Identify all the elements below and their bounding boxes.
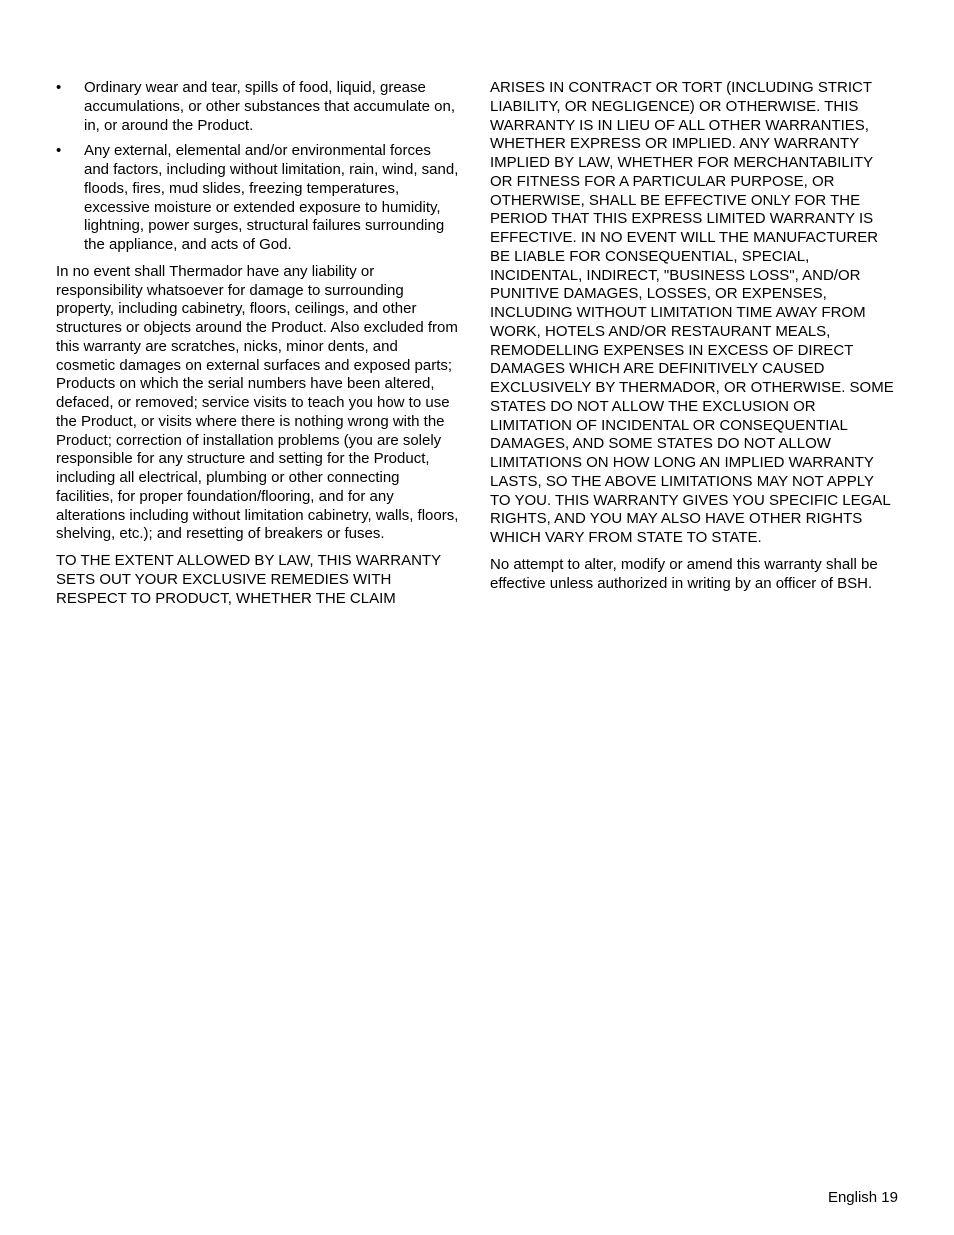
bullet-symbol: • [56,79,62,96]
amendment-paragraph: No attempt to alter, modify or amend this warranty shall be effective unless authorized in writing by an officer of BSH. [490,555,878,592]
liability-paragraph: In no event shall Thermador have any liability or responsibility whatsoever for damage to surrounding property, including cabinetry, floors, ceilings, and other structures or objects around the Product. Also excluded from this warranty are scratches, nicks, minor dents, and cosmetic damages on external surfaces and exposed parts; Products on which the serial numbers have been altered, defaced, or removed; service visits to teach you how to use the Product, or visits where there is nothing wrong with the Product; correction of installation problems (you are solely responsible for any structure and setting for the Product, including all electrical, plumbing or other connecting facilities, for proper foundation/flooring, and for any alterations including without limitation cabinetry, walls, floors, shelving, etc.); and resetting of breakers or fuses. [56,262,459,543]
bullet-item [56,79,460,135]
warranty-disclaimer-paragraph: ARISES IN CONTRACT OR TORT (INCLUDING STRICT LIABILITY, OR NEGLIGENCE) OR OTHERWISE. THIS WARRANTY IS IN LIEU OF ALL OTHER WARRANTIES, WHETHER EXPRESS OR IMPLIED. ANY WARRANTY IMPLIED BY LAW, WHETHER FOR MERCHANTABILITY OR FITNESS FOR A PARTICULAR PURPOSE, OR OTHERWISE, SHALL BE EFFECTIVE ONLY FOR THE PERIOD THAT THIS EXPRESS LIMITED WARRANTY IS EFFECTIVE. IN NO EVENT WILL THE MANUFACTURER BE LIABLE FOR CONSEQUENTIAL, SPECIAL, INCIDENTAL, INDIRECT, "BUSINESS LOSS", AND/OR PUNITIVE DAMAGES, LOSSES, OR EXPENSES, INCLUDING WITHOUT LIMITATION TIME AWAY FROM WORK, HOTELS AND/OR RESTAURANT MEALS, REMODELLING EXPENSES IN EXCESS OF DIRECT DAMAGES WHICH ARE DEFINITIVELY CAUSED EXCLUSIVELY BY THERMADOR, OR OTHERWISE. SOME STATES DO NOT ALLOW THE EXCLUSION OR LIMITATION OF INCIDENTAL OR CONSEQUENTIAL DAMAGES, AND SOME STATES DO NOT ALLOW LIMITATIONS ON HOW LONG AN IMPLIED WARRANTY LASTS, SO THE ABOVE LIMITATIONS MAY NOT APPLY TO YOU. THIS WARRANTY GIVES YOU SPECIFIC LEGAL RIGHTS, AND YOU MAY ALSO HAVE OTHER RIGHTS WHICH VARY FROM STATE TO STATE. [490,79,894,546]
exclusions-bullet-list [56,79,460,255]
bullet-item [56,142,460,255]
page-number-footer: English 19 [827,1189,898,1206]
bullet-text: Ordinary wear and tear, spills of food, liquid, grease accumulations, or other substances that accumulate on, in, or around the Product. [84,79,456,134]
right-column [490,79,898,601]
left-column [56,79,460,616]
bullet-text: Any external, elemental and/or environmental forces and factors, including without limitation, rain, wind, sand, floods, fires, mud slides, freezing temperatures, excessive moisture or extended exposure to humidity, lightning, power surges, structural failures surrounding the appliance, and acts of God. [84,142,459,253]
exclusive-remedies-paragraph: TO THE EXTENT ALLOWED BY LAW, THIS WARRANTY SETS OUT YOUR EXCLUSIVE REMEDIES WITH RESPECT TO PRODUCT, WHETHER THE CLAIM [56,552,441,607]
bullet-symbol: • [56,142,62,160]
